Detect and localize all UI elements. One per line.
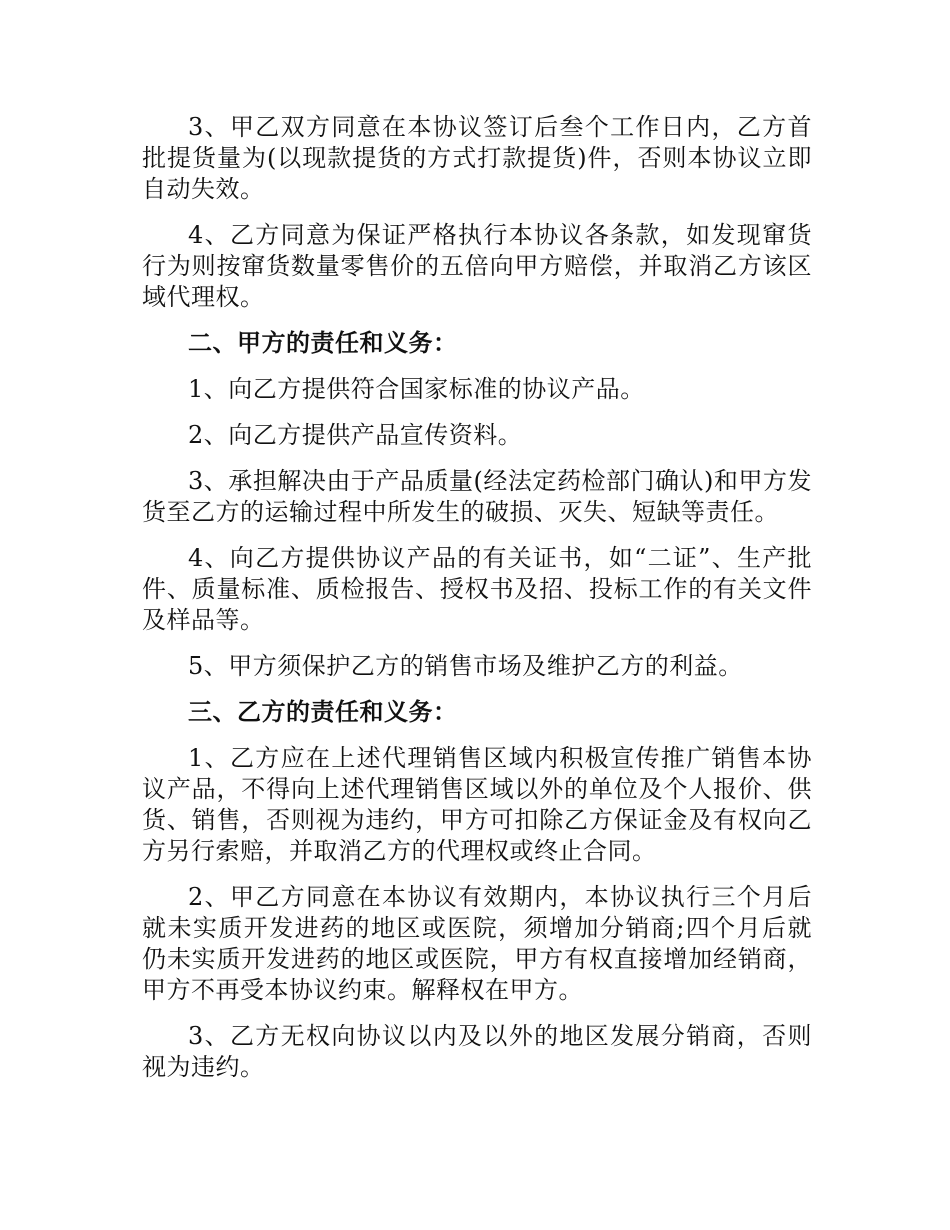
section-2-heading: 二、甲方的责任和义务： [188,329,458,357]
clause-1-3: 3、甲乙双方同意在本协议签订后叁个工作日内，乙方首批提货量为(以现款提货的方式打款提货)件，否则本协议立即自动失效。 [142,113,812,203]
clause-2-5: 5、甲方须保护乙方的销售市场及维护乙方的利益。 [188,652,743,680]
clause-3-3: 3、乙方无权向协议以内及以外的地区发展分销商，否则视为违约。 [142,1022,812,1081]
section-3-heading: 三、乙方的责任和义务： [188,698,458,726]
clause-2-1: 1、向乙方提供符合国家标准的协议产品。 [188,375,645,403]
clause-2-4: 4、向乙方提供协议产品的有关证书，如“二证”、生产批件、质量标准、质检报告、授权书及招、投标工作的有关文件及样品等。 [142,544,812,634]
document-body [142,112,812,1098]
clause-2-3: 3、承担解决由于产品质量(经法定药检部门确认)和甲方发货至乙方的运输过程中所发生的破损、灭失、短缺等责任。 [142,467,812,526]
clause-1-4: 4、乙方同意为保证严格执行本协议各条款，如发现窜货行为则按窜货数量零售价的五倍向甲方赔偿，并取消乙方该区域代理权。 [142,221,812,311]
clause-3-2: 2、甲乙方同意在本协议有效期内，本协议执行三个月后就未实质开发进药的地区或医院，须增加分销商;四个月后就仍未实质开发进药的地区或医院，甲方有权直接增加经销商，甲方不再受本协议约束。解释权在甲方。 [142,883,812,1004]
clause-3-1: 1、乙方应在上述代理销售区域内积极宣传推广销售本协议产品，不得向上述代理销售区域以外的单位及个人报价、供货、销售，否则视为违约，甲方可扣除乙方保证金及有权向乙方另行索赔，并取消乙方的代理权或终止合同。 [142,744,812,865]
clause-2-2: 2、向乙方提供产品宣传资料。 [188,421,523,449]
